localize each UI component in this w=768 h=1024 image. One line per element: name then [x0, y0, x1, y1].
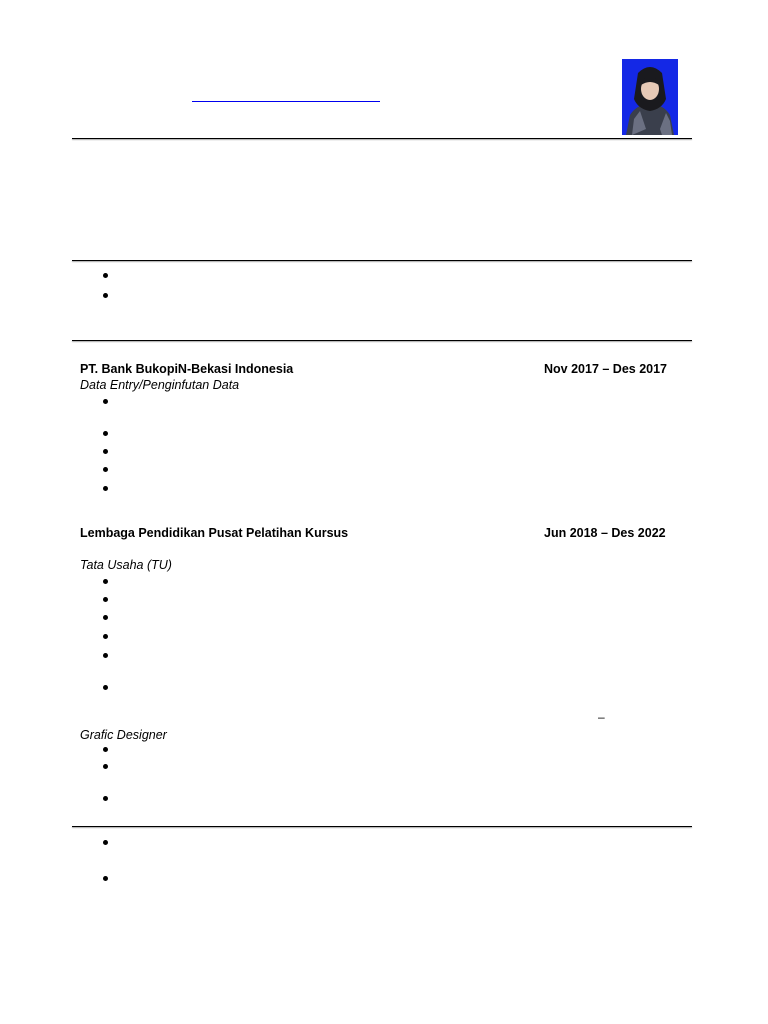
list-bullet [102, 448, 110, 456]
list-bullet [102, 485, 110, 493]
list-bullet [102, 272, 110, 280]
header-divider [72, 138, 692, 139]
list-bullet [102, 763, 110, 771]
profile-photo [622, 59, 678, 135]
list-bullet [102, 398, 110, 406]
job-company: Lembaga Pendidikan Pusat Pelatihan Kursus [80, 526, 349, 540]
list-bullet [102, 466, 110, 474]
job-period-dash: – [598, 710, 605, 724]
section-divider [72, 826, 692, 827]
job-role: Tata Usaha (TU) [80, 558, 172, 572]
job-role: Grafic Designer [80, 728, 167, 742]
list-bullet [102, 292, 110, 300]
job-period: Nov 2017 – Des 2017 [544, 362, 668, 376]
list-bullet [102, 596, 110, 604]
list-bullet [102, 839, 110, 847]
list-bullet [102, 578, 110, 586]
list-bullet [102, 652, 110, 660]
job-role: Data Entry/Penginfutan Data [80, 378, 240, 392]
section-divider [72, 340, 692, 341]
list-bullet [102, 684, 110, 692]
list-bullet [102, 746, 110, 754]
section-divider [72, 260, 692, 261]
list-bullet [102, 875, 110, 883]
list-bullet [102, 430, 110, 438]
list-bullet [102, 614, 110, 622]
job-company: PT. Bank BukopiN-Bekasi Indonesia [80, 362, 294, 376]
job-period: Jun 2018 – Des 2022 [544, 526, 666, 540]
email-link-underline[interactable] [192, 101, 380, 102]
list-bullet [102, 633, 110, 641]
list-bullet [102, 795, 110, 803]
